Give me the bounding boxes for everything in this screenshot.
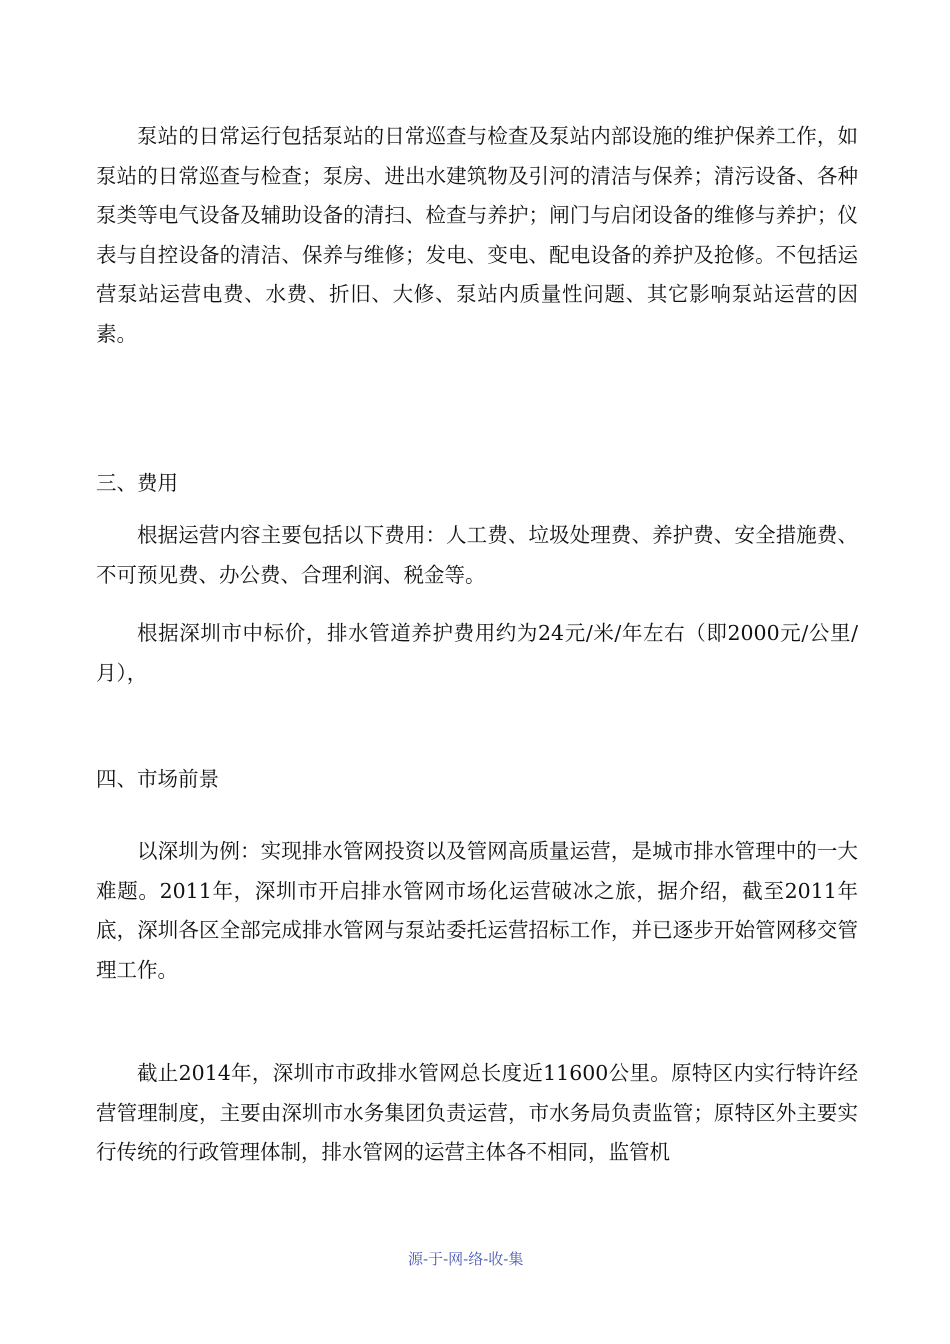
paragraph-pump-station-operation: 泵站的日常运行包括泵站的日常巡查与检查及泵站内部设施的维护保养工作，如泵站的日常巡查与检查；泵房、进出水建筑物及引河的清洁与保养；清污设备、各种泵类等电气设备及辅助设备的清扫、检查与养护；闸门与启闭设备的维修与养护；仪表与自控设备的清洁、保养与维修；发电、变电、配电设备的养护及抢修。不包括运营泵站运营电费、水费、折旧、大修、泵站内质量性问题、其它影响泵站运营的因素。 <box>96 124 858 346</box>
page-footer-source: 源-于-网-络-收-集 <box>408 1250 524 1268</box>
paragraph-shenzhen-example: 以深圳为例：实现排水管网投资以及管网高质量运营，是城市排水管理中的一大难题。2011年，深圳市开启排水管网市场化运营破冰之旅，据介绍，截至2011年底，深圳各区全部完成排水管网与泵站委托运营招标工作，并已逐步开始管网移交管理工作。 <box>96 839 858 982</box>
paragraph-shenzhen-bid-price: 根据深圳市中标价，排水管道养护费用约为24元/米/年左右（即2000元/公里/月）， <box>96 621 858 685</box>
paragraph-network-length-2014: 截止2014年，深圳市市政排水管网总长度近11600公里。原特区内实行特许经营管理制度，主要由深圳市水务集团负责运营，市水务局负责监管；原特区外主要实行传统的行政管理体制，排水管网的运营主体各不相同，监管机 <box>96 1061 858 1164</box>
section-heading-fees: 三、费用 <box>96 471 178 495</box>
paragraph-fee-items: 根据运营内容主要包括以下费用：人工费、垃圾处理费、养护费、安全措施费、不可预见费、办公费、合理利润、税金等。 <box>96 523 858 587</box>
section-heading-market-outlook: 四、市场前景 <box>96 767 219 791</box>
